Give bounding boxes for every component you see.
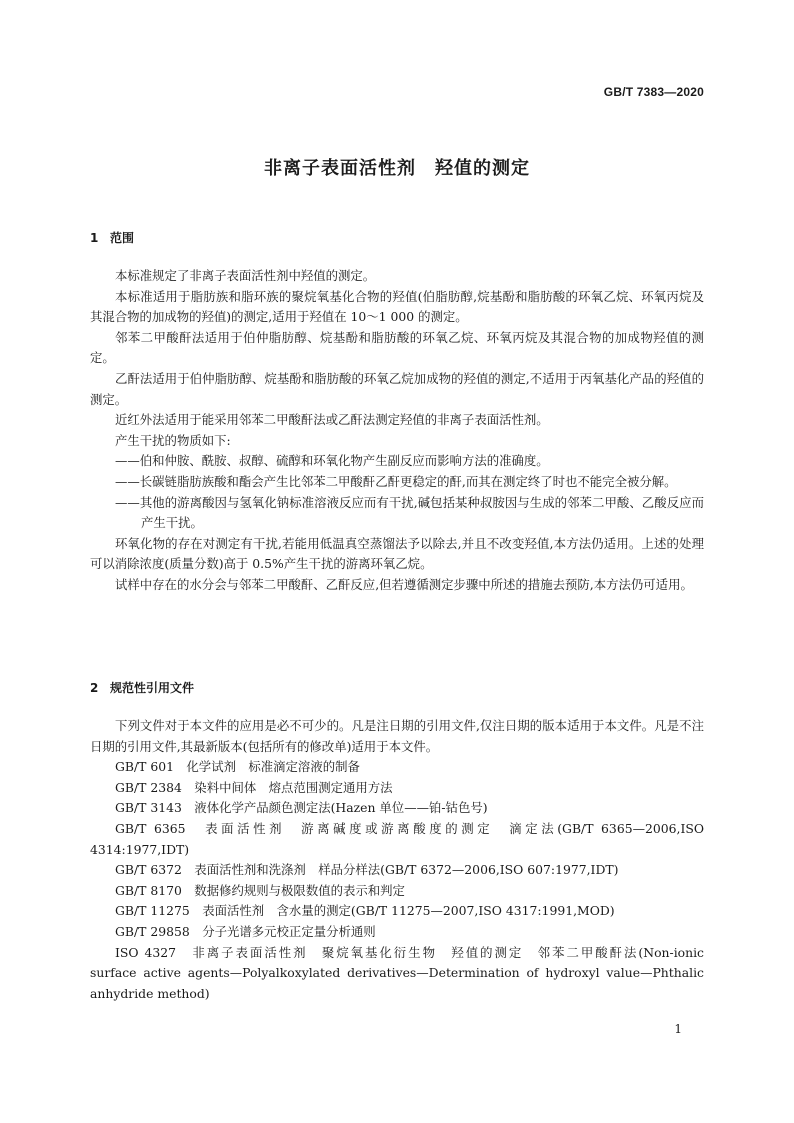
section-title: 规范性引用文件: [110, 681, 195, 695]
reference-item: GB/T 6365 表面活性剂 游离碱度或游离酸度的测定 滴定法(GB/T 6365—2006,ISO 4314:1977,IDT): [90, 820, 704, 857]
paragraph: 产生干扰的物质如下:: [115, 432, 231, 448]
standard-code: GB/T 7383—2020: [603, 85, 704, 99]
page-number: 1: [674, 1022, 682, 1036]
dash-list-item: ——长碳链脂肪族酸和酯会产生比邻苯二甲酸酐乙酐更稳定的酐,而其在测定终了时也不能完全被分解。: [115, 473, 677, 489]
reference-item-iso-continued: anhydride method): [90, 985, 210, 1001]
reference-item-iso-continued: surface active agents—Polyalkoxylated derivatives—Determination of hydroxyl value—Phthalic: [90, 965, 704, 981]
paragraph: 本标准适用于脂肪族和脂环族的聚烷氧基化合物的羟值(伯脂肪醇,烷基酚和脂肪酸的环氧乙烷、环氧丙烷及其混合物的加成物的羟值)的测定,适用于羟值在 10～1 000 的测定。: [90, 288, 704, 325]
section-number: 1: [90, 231, 99, 245]
paragraph: 本标准规定了非离子表面活性剂中羟值的测定。: [115, 268, 376, 283]
reference-item-iso: ISO 4327 非离子表面活性剂 聚烷氧基化衍生物 羟值的测定 邻苯二甲酸酐法(Non-ionic: [115, 944, 704, 960]
section-normative-references: [90, 678, 704, 698]
dash-list-item: ——伯和仲胺、酰胺、叔醇、硫醇和环氧化物产生副反应而影响方法的准确度。: [115, 453, 549, 469]
dash-list-item: ——其他的游离酸因与氢氧化钠标准溶液反应而有干扰,碱包括某种叔胺因与生成的邻苯二甲酸、乙酸反应而产生干扰。: [115, 494, 704, 531]
paragraph: 下列文件对于本文件的应用是必不可少的。凡是注日期的引用文件,仅注日期的版本适用于本文件。凡是不注日期的引用文件,其最新版本(包括所有的修改单)适用于本文件。: [90, 718, 704, 754]
paragraph: 环氧化物的存在对测定有干扰,若能用低温真空蒸馏法予以除去,并且不改变羟值,本方法仍适用。上述的处理可以消除浓度(质量分数)高于 0.5%产生干扰的游离环氧乙烷。: [90, 535, 704, 572]
section-title: 范围: [110, 231, 135, 245]
section-scope: [90, 228, 704, 248]
reference-item: GB/T 11275 表面活性剂 含水量的测定(GB/T 11275—2007,ISO 4317:1991,MOD): [115, 903, 615, 919]
document-title: 非离子表面活性剂 羟值的测定: [264, 158, 530, 179]
scope-body: [90, 266, 704, 596]
reference-item: GB/T 3143 液体化学产品颜色测定法(Hazen 单位——铂-钴色号): [115, 800, 488, 816]
section-number: 2: [90, 681, 99, 695]
section-heading-scope: [90, 228, 704, 248]
section-heading-references: [90, 678, 704, 698]
reference-item: GB/T 601 化学试剂 标准滴定溶液的制备: [115, 759, 360, 775]
reference-item: GB/T 6372 表面活性剂和洗涤剂 样品分样法(GB/T 6372—2006,ISO 607:1977,IDT): [115, 862, 619, 878]
paragraph: 乙酐法适用于伯仲脂肪醇、烷基酚和脂肪酸的环氧乙烷加成物的羟值的测定,不适用于丙氧基化产品的羟值的测定。: [90, 370, 704, 407]
paragraph: 试样中存在的水分会与邻苯二甲酸酐、乙酐反应,但若遵循测定步骤中所述的措施去预防,本方法仍可适用。: [115, 576, 693, 592]
references-body: [90, 716, 704, 1004]
paragraph: 近红外法适用于能采用邻苯二甲酸酐法或乙酐法测定羟值的非离子表面活性剂。: [115, 412, 549, 428]
reference-item: GB/T 29858 分子光谱多元校正定量分析通则: [115, 923, 376, 939]
reference-item: GB/T 2384 染料中间体 熔点范围测定通用方法: [115, 779, 393, 795]
paragraph: 邻苯二甲酸酐法适用于伯仲脂肪醇、烷基酚和脂肪酸的环氧乙烷、环氧丙烷及其混合物的加成物羟值的测定。: [90, 329, 704, 366]
reference-item: GB/T 8170 数据修约规则与极限数值的表示和判定: [115, 882, 405, 898]
